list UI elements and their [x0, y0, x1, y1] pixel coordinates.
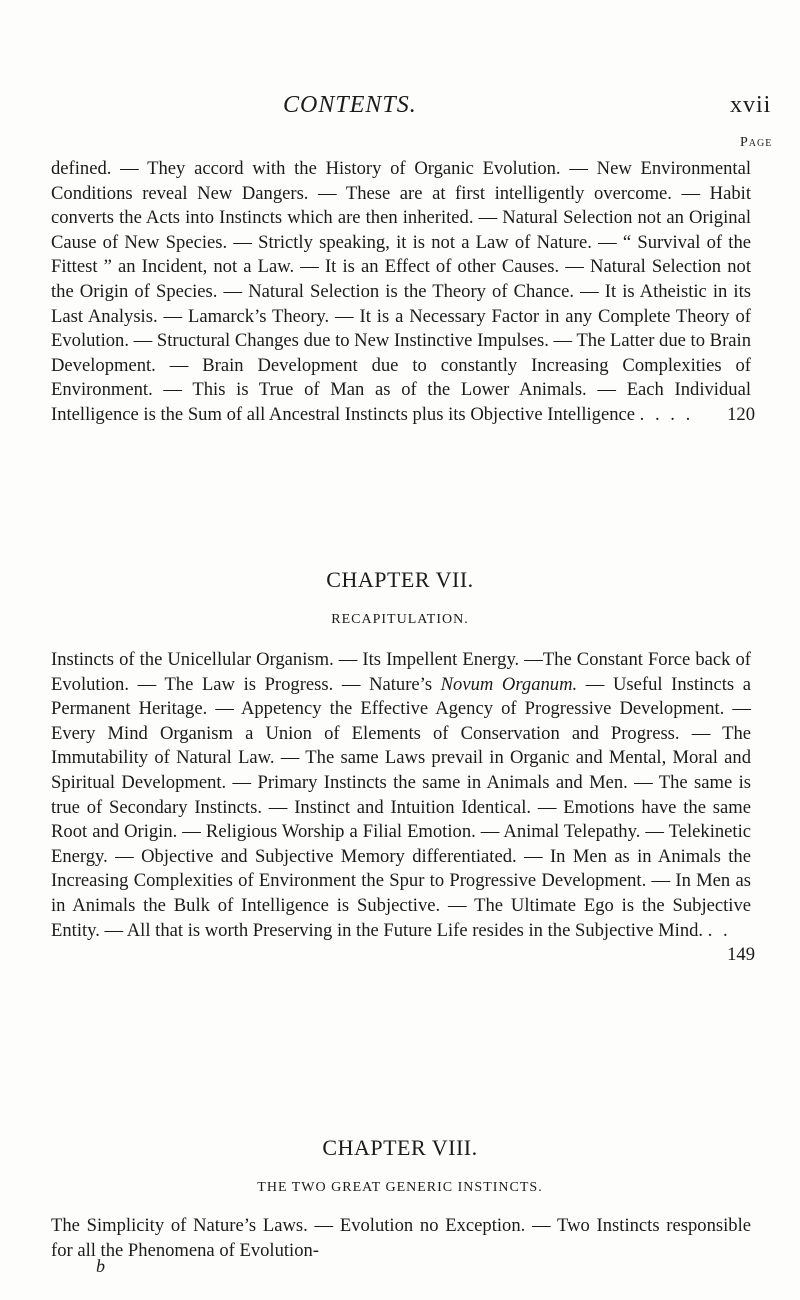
- chapter-8-subtitle: THE TWO GREAT GENERIC INSTINCTS.: [257, 1180, 543, 1195]
- summary-italic-phrase: Novum Organum.: [440, 673, 578, 695]
- continued-chapter-summary: [51, 157, 755, 428]
- chapter-7-summary: [51, 648, 755, 968]
- running-head: [0, 92, 800, 128]
- page-reference: 120: [727, 403, 755, 425]
- chapter-7-subtitle: RECAPITULATION.: [331, 612, 469, 627]
- page-reference: 149: [727, 944, 755, 966]
- running-title: CONTENTS.: [283, 92, 417, 118]
- leader-dots: . .: [707, 919, 731, 941]
- page-number: xvii: [730, 92, 772, 118]
- chapter-7-heading: CHAPTER VII.: [326, 567, 474, 592]
- chapter-8-heading: CHAPTER VIII.: [322, 1135, 478, 1160]
- summary-text-part-2: — Useful Instincts a Permanent Heritage. — Appetency the Effective Agency of Progressive Development. — Every Mind Organism a Union of Elements of Conservation and Progress. — The Immutability of Natural Law. — The same Laws prevail in Organic and Mental, Moral and Spiritual Development. — Primary Instincts the same in Animals and Men. — The same is true of Secondary Instincts. — Instinct and Intuition Identical. — Emotions have the same Root and Origin. — Religious Worship a Filial Emotion. — Animal Telepathy. — Telekinetic Energy. — Objective and Subjective Memory differentiated. — In Men as in Animals the Increasing Complexities of Environment the Spur to Progressive Development. — In Men as in Animals the Bulk of Intelligence is Subjective. — The Ultimate Ego is the Subjective Entity. — All that is worth Preserving in the Future Life resides in the Subjective Mind.: [51, 673, 751, 941]
- summary-text: The Simplicity of Nature’s Laws. — Evolution no Exception. — Two Instincts responsible for all the Phenomena of Evolution-: [51, 1215, 751, 1261]
- signature-mark: b: [96, 1256, 105, 1276]
- leader-dots: . . . .: [639, 403, 694, 425]
- summary-text-part-1: Instincts of the Unicellular Organism. — Its Impellent Energy. —The Constant Force back of Evolution. — The Law is Progress. — Nature’s: [51, 649, 751, 695]
- page-column-label: Page: [740, 135, 773, 150]
- chapter-8-summary: [51, 1214, 751, 1263]
- summary-text: defined. — They accord with the History of Organic Evolution. — New Environmental Conditions reveal New Dangers. — These are at first intelligently overcome. — Habit converts the Acts into Instincts which are then inherited. — Natural Selection not an Original Cause of New Species. — Strictly speaking, it is not a Law of Nature. — “ Survival of the Fittest ” an Incident, not a Law. — It is an Effect of other Causes. — Natural Selection not the Origin of Species. — Natural Selection is the Theory of Chance. — It is Atheistic in its Last Analysis. — Lamarck’s Theory. — It is a Necessary Factor in any Complete Theory of Evolution. — Structural Changes due to New Instinctive Impulses. — The Latter due to Brain Development. — Brain Development due to constantly Increasing Complexities of Environment. — This is True of Man as of the Lower Animals. — Each Individual Intelligence is the Sum of all Ancestral Instincts plus its Objective Intelligence: [51, 158, 751, 425]
